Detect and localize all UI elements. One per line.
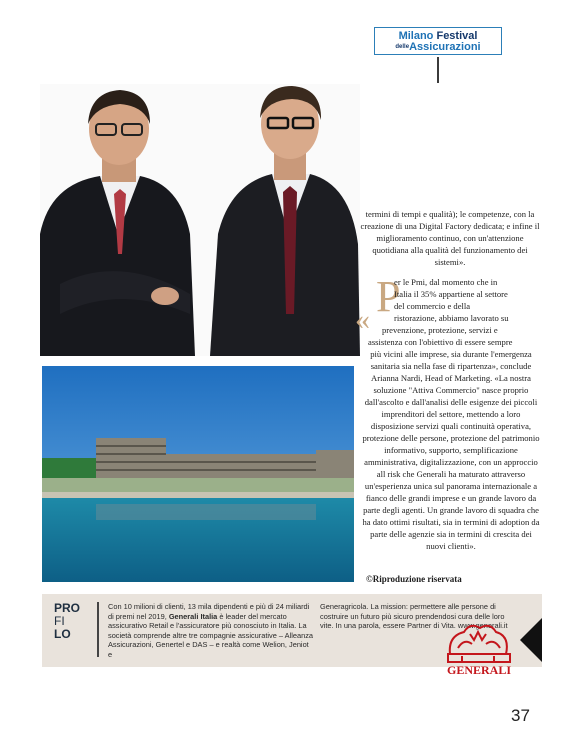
para2-line-2: Italia il 35% appartiene al settore [394, 289, 508, 299]
para2-line-4: ristorazione, abbiamo lavorato su [394, 313, 509, 323]
man-left [40, 90, 195, 356]
profile-text-2: Generagricola. La mission: permettere alle persone di costruire un futuro più sicuro prendendosi cura delle loro vite. In una parola, essere Partner di Vita. www.generali.it [320, 602, 508, 631]
festival-logo [374, 27, 502, 55]
article-paragraph-1: termini di tempi e qualità); le competenze, con la creazione di una Digital Factory dedicata; e infine il miglioramento continuo, con un'attenzione quotidiana alla qualità del funzionamento dei sistemi». [360, 209, 540, 267]
drop-cap: P [376, 272, 401, 321]
article-paragraph-3: più vicini alle imprese, sia durante l'emergenza sanitaria sia nella fase di ripartenza», conclude Arianna Nardi, Head of Marketing. «La nostra soluzione "Attiva Commercio" nasce proprio dall'ascolto e dall'analisi delle esigenze dei piccoli imprenditori del settore, mettendo a loro disposizione servizi quali continuità operativa, protezione delle persone, protezione del patrimonio informativo, supporto, semplificazione amministrativa, digitalizzazione, con un approccio all risk che Generali ha maturato attraverso un'esperienza unica sul panorama internazionale a fianco delle grandi imprese e un grande lavoro da parte degli agenti. Un grande lavoro di squadra che ha dato ottimi risultati, sia in termini di adoption da parte delle agenzie sia in termini di crescita dei nuovi clienti». [362, 349, 540, 551]
page-number: 37 [511, 706, 530, 725]
profile-label-fi: FI [54, 614, 65, 628]
profile-divider [97, 602, 99, 657]
article-paragraph-2 [368, 272, 540, 348]
profile-label-pro: PRO [54, 601, 81, 615]
man-right [210, 86, 360, 356]
para2-line-1: er le Pmi, dal momento che in [394, 277, 498, 287]
generali-wordmark: GENERALI [446, 663, 512, 677]
profile-label-lo: LO [54, 627, 71, 641]
logo-divider-line [437, 57, 439, 83]
quote-mark: « [355, 303, 370, 336]
para2-line-3: del commercio e della [394, 301, 471, 311]
para2-line-5: prevenzione, protezione, servizi e [382, 325, 498, 335]
copyright-notice: ©Riproduzione riservata [366, 574, 462, 584]
logo-word-festival: Festival [436, 30, 478, 42]
portrait-photo [40, 84, 360, 356]
generali-logo [440, 618, 518, 678]
logo-word-milano: Milano [398, 30, 434, 42]
logo-word-delle: delle [395, 44, 410, 51]
profile-text-1: Con 10 milioni di clienti, 13 mila dipendenti e più di 24 miliardi di premi nel 2019, Generali Italia è leader del mercato assicurativo Retail e l'assicuratore più conosciuto in Italia. La società comprende altre tre compagnie assicurative – Alleanza Assicurazioni, Genertel e DAS – e realtà come Welion, Jeniot e [108, 602, 313, 659]
logo-word-assicurazioni: Assicurazioni [409, 41, 481, 53]
para2-line-6: assistenza con l'obiettivo di essere sempre [368, 337, 513, 347]
building-photo [42, 366, 354, 582]
arrow-triangle-icon [520, 618, 542, 662]
lion-icon [448, 626, 510, 662]
profile-label [54, 602, 80, 641]
